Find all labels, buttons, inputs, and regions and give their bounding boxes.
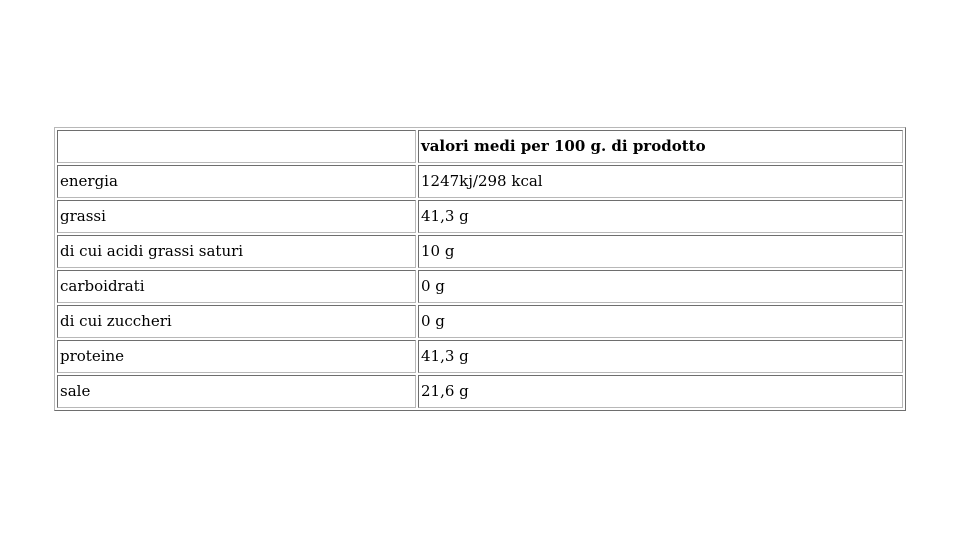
nutrient-label: di cui acidi grassi saturi	[57, 235, 416, 268]
table-row	[57, 235, 903, 268]
nutrient-label: grassi	[57, 200, 416, 233]
table-row	[57, 270, 903, 303]
header-value-cell: valori medi per 100 g. di prodotto	[418, 130, 903, 163]
nutrient-value: 0 g	[418, 270, 903, 303]
table-row	[57, 340, 903, 373]
nutrition-table	[54, 127, 906, 411]
table-row	[57, 165, 903, 198]
nutrient-label: carboidrati	[57, 270, 416, 303]
table-row	[57, 305, 903, 338]
nutrient-label: di cui zuccheri	[57, 305, 416, 338]
table-row	[57, 375, 903, 408]
nutrient-label: sale	[57, 375, 416, 408]
nutrient-value: 21,6 g	[418, 375, 903, 408]
nutrient-value: 0 g	[418, 305, 903, 338]
table-header-row	[57, 130, 903, 163]
nutrient-label: energia	[57, 165, 416, 198]
nutrient-value: 41,3 g	[418, 200, 903, 233]
nutrient-value: 41,3 g	[418, 340, 903, 373]
nutrient-label: proteine	[57, 340, 416, 373]
nutrient-value: 10 g	[418, 235, 903, 268]
nutrient-value: 1247kj/298 kcal	[418, 165, 903, 198]
table-row	[57, 200, 903, 233]
header-label-cell	[57, 130, 416, 163]
